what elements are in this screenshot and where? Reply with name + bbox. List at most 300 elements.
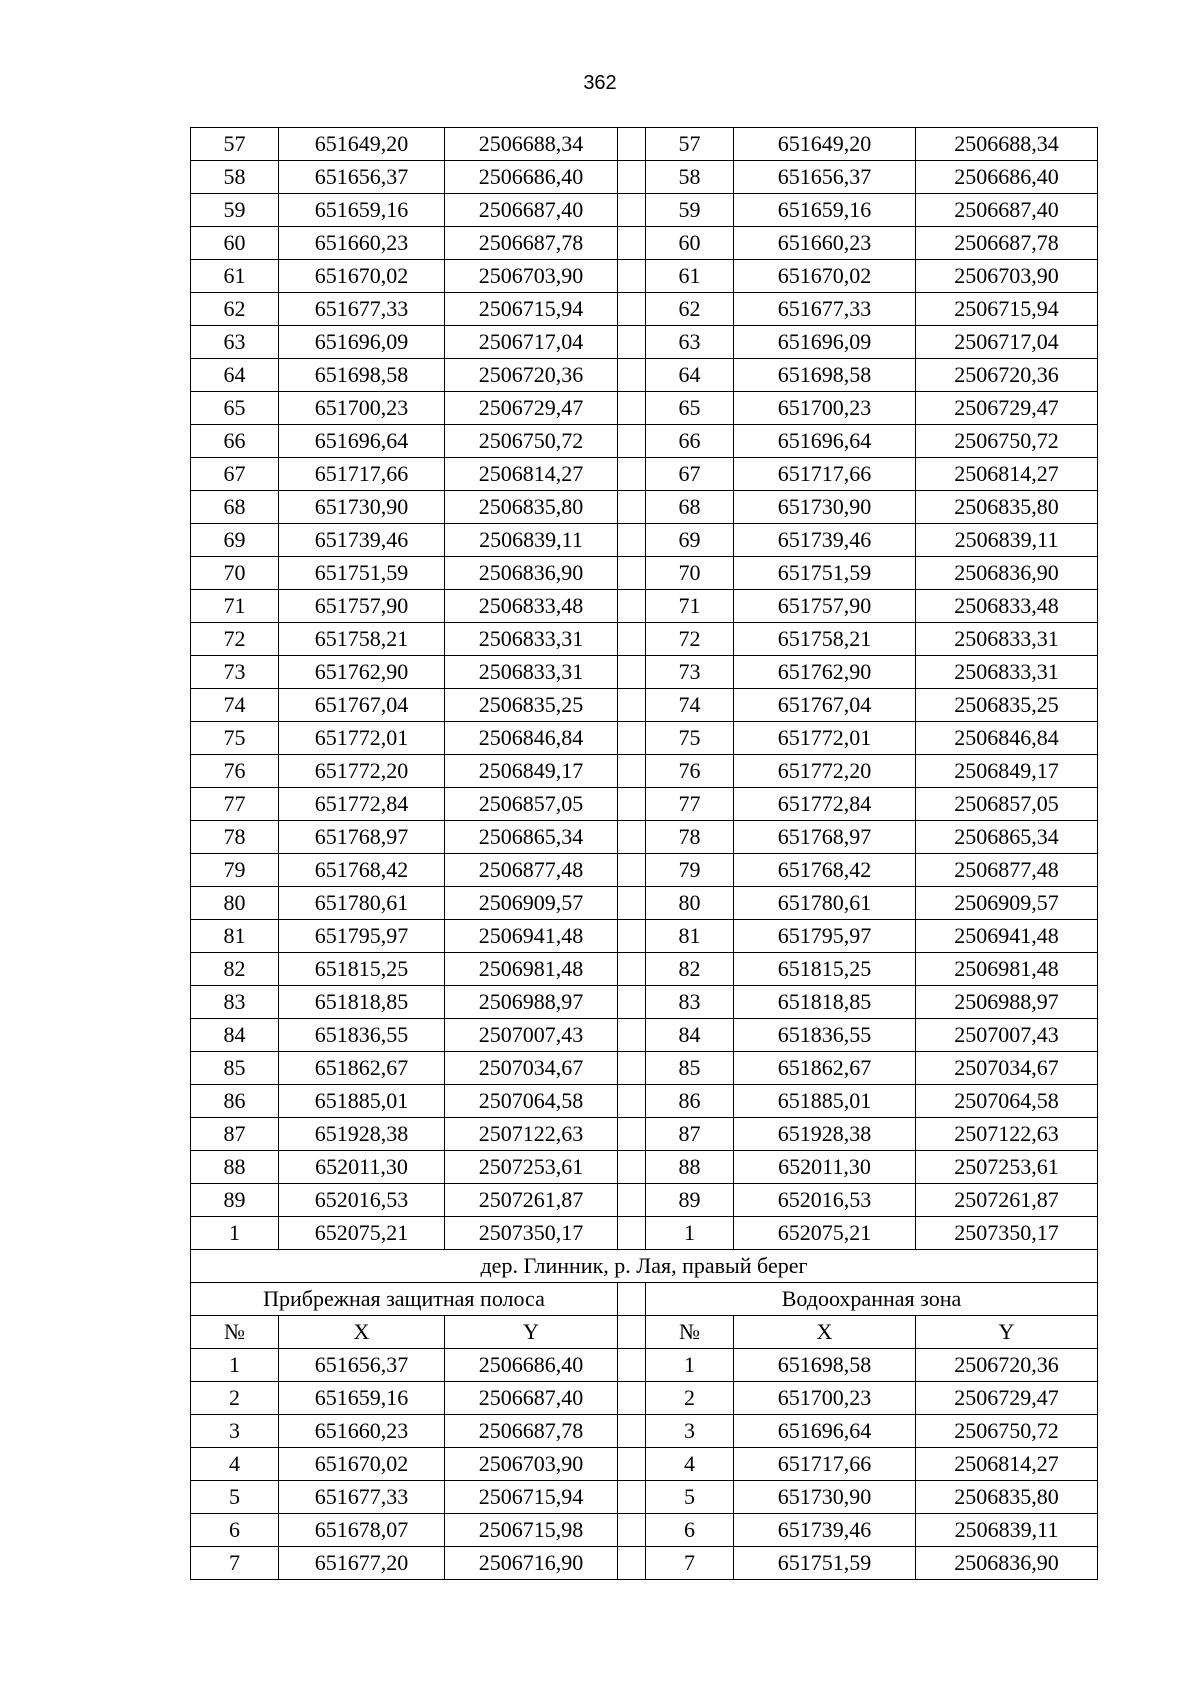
right-x-coordinate: 651772,01 bbox=[734, 722, 916, 755]
right-x-coordinate: 651885,01 bbox=[734, 1085, 916, 1118]
right-y-coordinate: 2506839,11 bbox=[916, 524, 1098, 557]
left-y-coordinate: 2506729,47 bbox=[445, 392, 618, 425]
right-x-coordinate: 651698,58 bbox=[734, 1349, 916, 1382]
right-x-coordinate: 651739,46 bbox=[734, 524, 916, 557]
right-x-coordinate: 651717,66 bbox=[734, 458, 916, 491]
table-row bbox=[191, 458, 1098, 491]
table-row bbox=[191, 821, 1098, 854]
left-point-number: 66 bbox=[191, 425, 279, 458]
left-point-number: 63 bbox=[191, 326, 279, 359]
right-y-coordinate: 2507253,61 bbox=[916, 1151, 1098, 1184]
table-row bbox=[191, 788, 1098, 821]
left-point-number: 85 bbox=[191, 1052, 279, 1085]
right-point-number: 74 bbox=[646, 689, 734, 722]
gap-cell bbox=[618, 557, 646, 590]
gap-cell bbox=[618, 1547, 646, 1580]
left-point-number: 82 bbox=[191, 953, 279, 986]
left-x-coordinate: 651717,66 bbox=[279, 458, 445, 491]
right-x-coordinate: 651717,66 bbox=[734, 1448, 916, 1481]
right-x-coordinate: 651836,55 bbox=[734, 1019, 916, 1052]
left-x-coordinate: 651772,84 bbox=[279, 788, 445, 821]
right-x-coordinate: 652075,21 bbox=[734, 1217, 916, 1250]
left-y-coordinate: 2506703,90 bbox=[445, 260, 618, 293]
section-header bbox=[191, 1250, 1098, 1349]
right-y-coordinate: 2506909,57 bbox=[916, 887, 1098, 920]
right-x-coordinate: 651767,04 bbox=[734, 689, 916, 722]
right-x-coordinate: 651698,58 bbox=[734, 359, 916, 392]
left-y-coordinate: 2506835,25 bbox=[445, 689, 618, 722]
left-point-number: 86 bbox=[191, 1085, 279, 1118]
right-x-coordinate: 651696,64 bbox=[734, 1415, 916, 1448]
gap-cell bbox=[618, 986, 646, 1019]
gap-cell bbox=[618, 788, 646, 821]
right-y-coordinate: 2507122,63 bbox=[916, 1118, 1098, 1151]
gap-cell bbox=[618, 755, 646, 788]
right-point-number: 85 bbox=[646, 1052, 734, 1085]
gap-cell bbox=[618, 260, 646, 293]
table-row bbox=[191, 1118, 1098, 1151]
right-y-coordinate: 2506729,47 bbox=[916, 1382, 1098, 1415]
left-y-coordinate: 2506703,90 bbox=[445, 1448, 618, 1481]
left-y-coordinate: 2506849,17 bbox=[445, 755, 618, 788]
right-point-number: 84 bbox=[646, 1019, 734, 1052]
right-point-number: 64 bbox=[646, 359, 734, 392]
column-header-row bbox=[191, 1316, 1098, 1349]
right-y-coordinate: 2507350,17 bbox=[916, 1217, 1098, 1250]
right-y-coordinate: 2506814,27 bbox=[916, 1448, 1098, 1481]
left-y-coordinate: 2506687,78 bbox=[445, 227, 618, 260]
left-point-number: 75 bbox=[191, 722, 279, 755]
left-point-number: 83 bbox=[191, 986, 279, 1019]
left-point-number: 79 bbox=[191, 854, 279, 887]
gap-cell bbox=[618, 293, 646, 326]
right-point-number: 87 bbox=[646, 1118, 734, 1151]
left-y-coordinate: 2506981,48 bbox=[445, 953, 618, 986]
left-y-coordinate: 2507253,61 bbox=[445, 1151, 618, 1184]
continuation-rows bbox=[191, 128, 1098, 1250]
gap-cell bbox=[618, 1151, 646, 1184]
table-row bbox=[191, 887, 1098, 920]
right-y-coordinate: 2506835,80 bbox=[916, 491, 1098, 524]
gap-cell bbox=[618, 1184, 646, 1217]
right-point-number: 78 bbox=[646, 821, 734, 854]
left-point-number: 77 bbox=[191, 788, 279, 821]
left-y-coordinate: 2506717,04 bbox=[445, 326, 618, 359]
left-x-coordinate: 651815,25 bbox=[279, 953, 445, 986]
right-point-number: 83 bbox=[646, 986, 734, 1019]
table-row bbox=[191, 557, 1098, 590]
left-zone-heading: Прибрежная защитная полоса bbox=[191, 1283, 618, 1316]
gap-cell bbox=[618, 953, 646, 986]
gap-cell bbox=[618, 1118, 646, 1151]
table-row bbox=[191, 920, 1098, 953]
left-point-number: 57 bbox=[191, 128, 279, 161]
left-y-coordinate: 2506909,57 bbox=[445, 887, 618, 920]
table-row bbox=[191, 194, 1098, 227]
gap-cell bbox=[618, 227, 646, 260]
right-point-number: 82 bbox=[646, 953, 734, 986]
left-point-number: 7 bbox=[191, 1547, 279, 1580]
right-y-coordinate: 2506849,17 bbox=[916, 755, 1098, 788]
left-point-number: 5 bbox=[191, 1481, 279, 1514]
right-x-coordinate: 651660,23 bbox=[734, 227, 916, 260]
right-y-coordinate: 2506846,84 bbox=[916, 722, 1098, 755]
section-title-row bbox=[191, 1250, 1098, 1283]
right-y-coordinate: 2506750,72 bbox=[916, 1415, 1098, 1448]
left-x-coordinate: 651772,01 bbox=[279, 722, 445, 755]
left-point-number: 78 bbox=[191, 821, 279, 854]
right-point-number: 68 bbox=[646, 491, 734, 524]
left-x-coordinate: 651758,21 bbox=[279, 623, 445, 656]
table-row bbox=[191, 425, 1098, 458]
table-row bbox=[191, 986, 1098, 1019]
column-header-right-y: Y bbox=[916, 1316, 1098, 1349]
left-point-number: 1 bbox=[191, 1217, 279, 1250]
gap-cell bbox=[618, 128, 646, 161]
left-y-coordinate: 2506720,36 bbox=[445, 359, 618, 392]
right-point-number: 69 bbox=[646, 524, 734, 557]
left-y-coordinate: 2506715,94 bbox=[445, 293, 618, 326]
table-row bbox=[191, 953, 1098, 986]
left-x-coordinate: 651836,55 bbox=[279, 1019, 445, 1052]
left-x-coordinate: 651757,90 bbox=[279, 590, 445, 623]
table-row bbox=[191, 689, 1098, 722]
right-x-coordinate: 651730,90 bbox=[734, 491, 916, 524]
column-header-right-num: № bbox=[646, 1316, 734, 1349]
right-point-number: 89 bbox=[646, 1184, 734, 1217]
left-point-number: 84 bbox=[191, 1019, 279, 1052]
gap-cell bbox=[618, 1052, 646, 1085]
left-point-number: 87 bbox=[191, 1118, 279, 1151]
left-point-number: 81 bbox=[191, 920, 279, 953]
right-point-number: 76 bbox=[646, 755, 734, 788]
left-x-coordinate: 651700,23 bbox=[279, 392, 445, 425]
column-header-right-x: X bbox=[734, 1316, 916, 1349]
right-point-number: 72 bbox=[646, 623, 734, 656]
left-x-coordinate: 651670,02 bbox=[279, 260, 445, 293]
right-point-number: 2 bbox=[646, 1382, 734, 1415]
section-rows bbox=[191, 1349, 1098, 1580]
table-row bbox=[191, 755, 1098, 788]
right-x-coordinate: 651757,90 bbox=[734, 590, 916, 623]
right-zone-heading: Водоохранная зона bbox=[646, 1283, 1098, 1316]
gap-cell bbox=[618, 1514, 646, 1547]
right-x-coordinate: 651700,23 bbox=[734, 392, 916, 425]
right-y-coordinate: 2506750,72 bbox=[916, 425, 1098, 458]
left-x-coordinate: 651649,20 bbox=[279, 128, 445, 161]
left-x-coordinate: 651772,20 bbox=[279, 755, 445, 788]
gap-cell bbox=[618, 722, 646, 755]
column-header-left-num: № bbox=[191, 1316, 279, 1349]
right-y-coordinate: 2506835,25 bbox=[916, 689, 1098, 722]
right-x-coordinate: 651659,16 bbox=[734, 194, 916, 227]
right-point-number: 7 bbox=[646, 1547, 734, 1580]
right-x-coordinate: 651768,97 bbox=[734, 821, 916, 854]
right-point-number: 77 bbox=[646, 788, 734, 821]
right-point-number: 66 bbox=[646, 425, 734, 458]
gap-cell bbox=[618, 1019, 646, 1052]
right-y-coordinate: 2506988,97 bbox=[916, 986, 1098, 1019]
coordinates-table bbox=[190, 127, 1098, 1580]
gap-cell bbox=[618, 689, 646, 722]
right-x-coordinate: 651700,23 bbox=[734, 1382, 916, 1415]
left-y-coordinate: 2506687,78 bbox=[445, 1415, 618, 1448]
left-point-number: 62 bbox=[191, 293, 279, 326]
left-x-coordinate: 651862,67 bbox=[279, 1052, 445, 1085]
left-y-coordinate: 2507122,63 bbox=[445, 1118, 618, 1151]
table-row bbox=[191, 1547, 1098, 1580]
left-y-coordinate: 2507064,58 bbox=[445, 1085, 618, 1118]
right-point-number: 67 bbox=[646, 458, 734, 491]
left-point-number: 58 bbox=[191, 161, 279, 194]
left-point-number: 70 bbox=[191, 557, 279, 590]
table-row bbox=[191, 1481, 1098, 1514]
left-point-number: 59 bbox=[191, 194, 279, 227]
right-x-coordinate: 651739,46 bbox=[734, 1514, 916, 1547]
left-point-number: 61 bbox=[191, 260, 279, 293]
column-header-left-y: Y bbox=[445, 1316, 618, 1349]
left-y-coordinate: 2506857,05 bbox=[445, 788, 618, 821]
right-point-number: 57 bbox=[646, 128, 734, 161]
left-point-number: 74 bbox=[191, 689, 279, 722]
right-y-coordinate: 2506833,31 bbox=[916, 656, 1098, 689]
right-y-coordinate: 2506836,90 bbox=[916, 1547, 1098, 1580]
right-x-coordinate: 651751,59 bbox=[734, 1547, 916, 1580]
left-point-number: 64 bbox=[191, 359, 279, 392]
left-x-coordinate: 651818,85 bbox=[279, 986, 445, 1019]
table-row bbox=[191, 491, 1098, 524]
right-point-number: 79 bbox=[646, 854, 734, 887]
table-row bbox=[191, 722, 1098, 755]
left-point-number: 88 bbox=[191, 1151, 279, 1184]
right-x-coordinate: 652011,30 bbox=[734, 1151, 916, 1184]
left-x-coordinate: 651677,20 bbox=[279, 1547, 445, 1580]
left-point-number: 76 bbox=[191, 755, 279, 788]
left-x-coordinate: 651656,37 bbox=[279, 1349, 445, 1382]
left-y-coordinate: 2506836,90 bbox=[445, 557, 618, 590]
right-y-coordinate: 2506839,11 bbox=[916, 1514, 1098, 1547]
left-y-coordinate: 2507350,17 bbox=[445, 1217, 618, 1250]
right-point-number: 75 bbox=[646, 722, 734, 755]
left-x-coordinate: 651656,37 bbox=[279, 161, 445, 194]
table-row bbox=[191, 227, 1098, 260]
left-x-coordinate: 651660,23 bbox=[279, 1415, 445, 1448]
right-x-coordinate: 651768,42 bbox=[734, 854, 916, 887]
gap-cell bbox=[618, 1217, 646, 1250]
right-point-number: 58 bbox=[646, 161, 734, 194]
gap-cell bbox=[618, 1283, 646, 1316]
left-y-coordinate: 2506839,11 bbox=[445, 524, 618, 557]
right-y-coordinate: 2507261,87 bbox=[916, 1184, 1098, 1217]
gap-cell bbox=[618, 326, 646, 359]
left-x-coordinate: 651670,02 bbox=[279, 1448, 445, 1481]
left-x-coordinate: 651739,46 bbox=[279, 524, 445, 557]
right-y-coordinate: 2506715,94 bbox=[916, 293, 1098, 326]
right-y-coordinate: 2506687,78 bbox=[916, 227, 1098, 260]
table-row bbox=[191, 1085, 1098, 1118]
right-y-coordinate: 2506877,48 bbox=[916, 854, 1098, 887]
right-point-number: 71 bbox=[646, 590, 734, 623]
right-y-coordinate: 2506720,36 bbox=[916, 1349, 1098, 1382]
right-y-coordinate: 2506686,40 bbox=[916, 161, 1098, 194]
right-x-coordinate: 652016,53 bbox=[734, 1184, 916, 1217]
left-point-number: 80 bbox=[191, 887, 279, 920]
table-row bbox=[191, 359, 1098, 392]
table-row bbox=[191, 1217, 1098, 1250]
table-row bbox=[191, 1052, 1098, 1085]
left-point-number: 89 bbox=[191, 1184, 279, 1217]
gap-cell bbox=[618, 1481, 646, 1514]
right-point-number: 5 bbox=[646, 1481, 734, 1514]
left-point-number: 68 bbox=[191, 491, 279, 524]
right-point-number: 63 bbox=[646, 326, 734, 359]
table-row bbox=[191, 293, 1098, 326]
left-x-coordinate: 651659,16 bbox=[279, 194, 445, 227]
right-x-coordinate: 651696,09 bbox=[734, 326, 916, 359]
gap-cell bbox=[618, 656, 646, 689]
right-point-number: 81 bbox=[646, 920, 734, 953]
right-y-coordinate: 2506688,34 bbox=[916, 128, 1098, 161]
table-row bbox=[191, 656, 1098, 689]
right-x-coordinate: 651730,90 bbox=[734, 1481, 916, 1514]
right-x-coordinate: 651780,61 bbox=[734, 887, 916, 920]
table-row bbox=[191, 128, 1098, 161]
right-x-coordinate: 651762,90 bbox=[734, 656, 916, 689]
left-y-coordinate: 2506833,31 bbox=[445, 623, 618, 656]
left-point-number: 71 bbox=[191, 590, 279, 623]
right-x-coordinate: 651795,97 bbox=[734, 920, 916, 953]
gap-cell bbox=[618, 590, 646, 623]
left-x-coordinate: 651751,59 bbox=[279, 557, 445, 590]
right-y-coordinate: 2507064,58 bbox=[916, 1085, 1098, 1118]
left-x-coordinate: 651767,04 bbox=[279, 689, 445, 722]
right-x-coordinate: 651772,84 bbox=[734, 788, 916, 821]
gap-cell bbox=[618, 1085, 646, 1118]
left-point-number: 4 bbox=[191, 1448, 279, 1481]
table-row bbox=[191, 326, 1098, 359]
zone-heading-row bbox=[191, 1283, 1098, 1316]
right-point-number: 88 bbox=[646, 1151, 734, 1184]
left-x-coordinate: 651677,33 bbox=[279, 293, 445, 326]
gap-cell bbox=[618, 1349, 646, 1382]
table-row bbox=[191, 161, 1098, 194]
table-row bbox=[191, 854, 1098, 887]
left-x-coordinate: 652075,21 bbox=[279, 1217, 445, 1250]
gap-cell bbox=[618, 1316, 646, 1349]
left-y-coordinate: 2506865,34 bbox=[445, 821, 618, 854]
table-row bbox=[191, 1448, 1098, 1481]
left-y-coordinate: 2506814,27 bbox=[445, 458, 618, 491]
table-row bbox=[191, 1349, 1098, 1382]
right-y-coordinate: 2506833,31 bbox=[916, 623, 1098, 656]
left-x-coordinate: 651696,09 bbox=[279, 326, 445, 359]
left-x-coordinate: 651659,16 bbox=[279, 1382, 445, 1415]
left-y-coordinate: 2506877,48 bbox=[445, 854, 618, 887]
gap-cell bbox=[618, 920, 646, 953]
right-y-coordinate: 2506833,48 bbox=[916, 590, 1098, 623]
left-y-coordinate: 2506715,94 bbox=[445, 1481, 618, 1514]
right-y-coordinate: 2506835,80 bbox=[916, 1481, 1098, 1514]
table-row bbox=[191, 1184, 1098, 1217]
gap-cell bbox=[618, 854, 646, 887]
gap-cell bbox=[618, 1415, 646, 1448]
right-x-coordinate: 651677,33 bbox=[734, 293, 916, 326]
left-x-coordinate: 651768,42 bbox=[279, 854, 445, 887]
left-y-coordinate: 2506833,48 bbox=[445, 590, 618, 623]
gap-cell bbox=[618, 359, 646, 392]
right-x-coordinate: 651649,20 bbox=[734, 128, 916, 161]
right-x-coordinate: 651818,85 bbox=[734, 986, 916, 1019]
gap-cell bbox=[618, 425, 646, 458]
left-x-coordinate: 651780,61 bbox=[279, 887, 445, 920]
right-x-coordinate: 651862,67 bbox=[734, 1052, 916, 1085]
gap-cell bbox=[618, 194, 646, 227]
right-y-coordinate: 2506865,34 bbox=[916, 821, 1098, 854]
gap-cell bbox=[618, 161, 646, 194]
left-point-number: 69 bbox=[191, 524, 279, 557]
right-y-coordinate: 2507007,43 bbox=[916, 1019, 1098, 1052]
right-y-coordinate: 2506729,47 bbox=[916, 392, 1098, 425]
left-y-coordinate: 2506687,40 bbox=[445, 1382, 618, 1415]
left-y-coordinate: 2506846,84 bbox=[445, 722, 618, 755]
left-y-coordinate: 2507034,67 bbox=[445, 1052, 618, 1085]
left-y-coordinate: 2507261,87 bbox=[445, 1184, 618, 1217]
gap-cell bbox=[618, 1448, 646, 1481]
right-x-coordinate: 651815,25 bbox=[734, 953, 916, 986]
right-point-number: 6 bbox=[646, 1514, 734, 1547]
left-x-coordinate: 651762,90 bbox=[279, 656, 445, 689]
left-y-coordinate: 2506833,31 bbox=[445, 656, 618, 689]
left-y-coordinate: 2506686,40 bbox=[445, 1349, 618, 1382]
left-point-number: 67 bbox=[191, 458, 279, 491]
table-row bbox=[191, 590, 1098, 623]
right-point-number: 73 bbox=[646, 656, 734, 689]
table-row bbox=[191, 1151, 1098, 1184]
right-point-number: 86 bbox=[646, 1085, 734, 1118]
right-point-number: 1 bbox=[646, 1217, 734, 1250]
table-row bbox=[191, 524, 1098, 557]
right-point-number: 61 bbox=[646, 260, 734, 293]
right-y-coordinate: 2506941,48 bbox=[916, 920, 1098, 953]
left-point-number: 6 bbox=[191, 1514, 279, 1547]
gap-cell bbox=[618, 491, 646, 524]
left-y-coordinate: 2507007,43 bbox=[445, 1019, 618, 1052]
right-point-number: 60 bbox=[646, 227, 734, 260]
left-y-coordinate: 2506941,48 bbox=[445, 920, 618, 953]
gap-cell bbox=[618, 821, 646, 854]
left-x-coordinate: 651768,97 bbox=[279, 821, 445, 854]
left-x-coordinate: 651885,01 bbox=[279, 1085, 445, 1118]
table-row bbox=[191, 1514, 1098, 1547]
left-y-coordinate: 2506686,40 bbox=[445, 161, 618, 194]
page-number: 362 bbox=[583, 72, 617, 94]
left-x-coordinate: 651660,23 bbox=[279, 227, 445, 260]
left-point-number: 72 bbox=[191, 623, 279, 656]
left-y-coordinate: 2506716,90 bbox=[445, 1547, 618, 1580]
left-point-number: 60 bbox=[191, 227, 279, 260]
gap-cell bbox=[618, 458, 646, 491]
left-x-coordinate: 652016,53 bbox=[279, 1184, 445, 1217]
left-x-coordinate: 652011,30 bbox=[279, 1151, 445, 1184]
table-row bbox=[191, 1382, 1098, 1415]
right-point-number: 65 bbox=[646, 392, 734, 425]
right-point-number: 59 bbox=[646, 194, 734, 227]
right-x-coordinate: 651772,20 bbox=[734, 755, 916, 788]
left-point-number: 65 bbox=[191, 392, 279, 425]
left-point-number: 1 bbox=[191, 1349, 279, 1382]
gap-cell bbox=[618, 392, 646, 425]
right-point-number: 3 bbox=[646, 1415, 734, 1448]
